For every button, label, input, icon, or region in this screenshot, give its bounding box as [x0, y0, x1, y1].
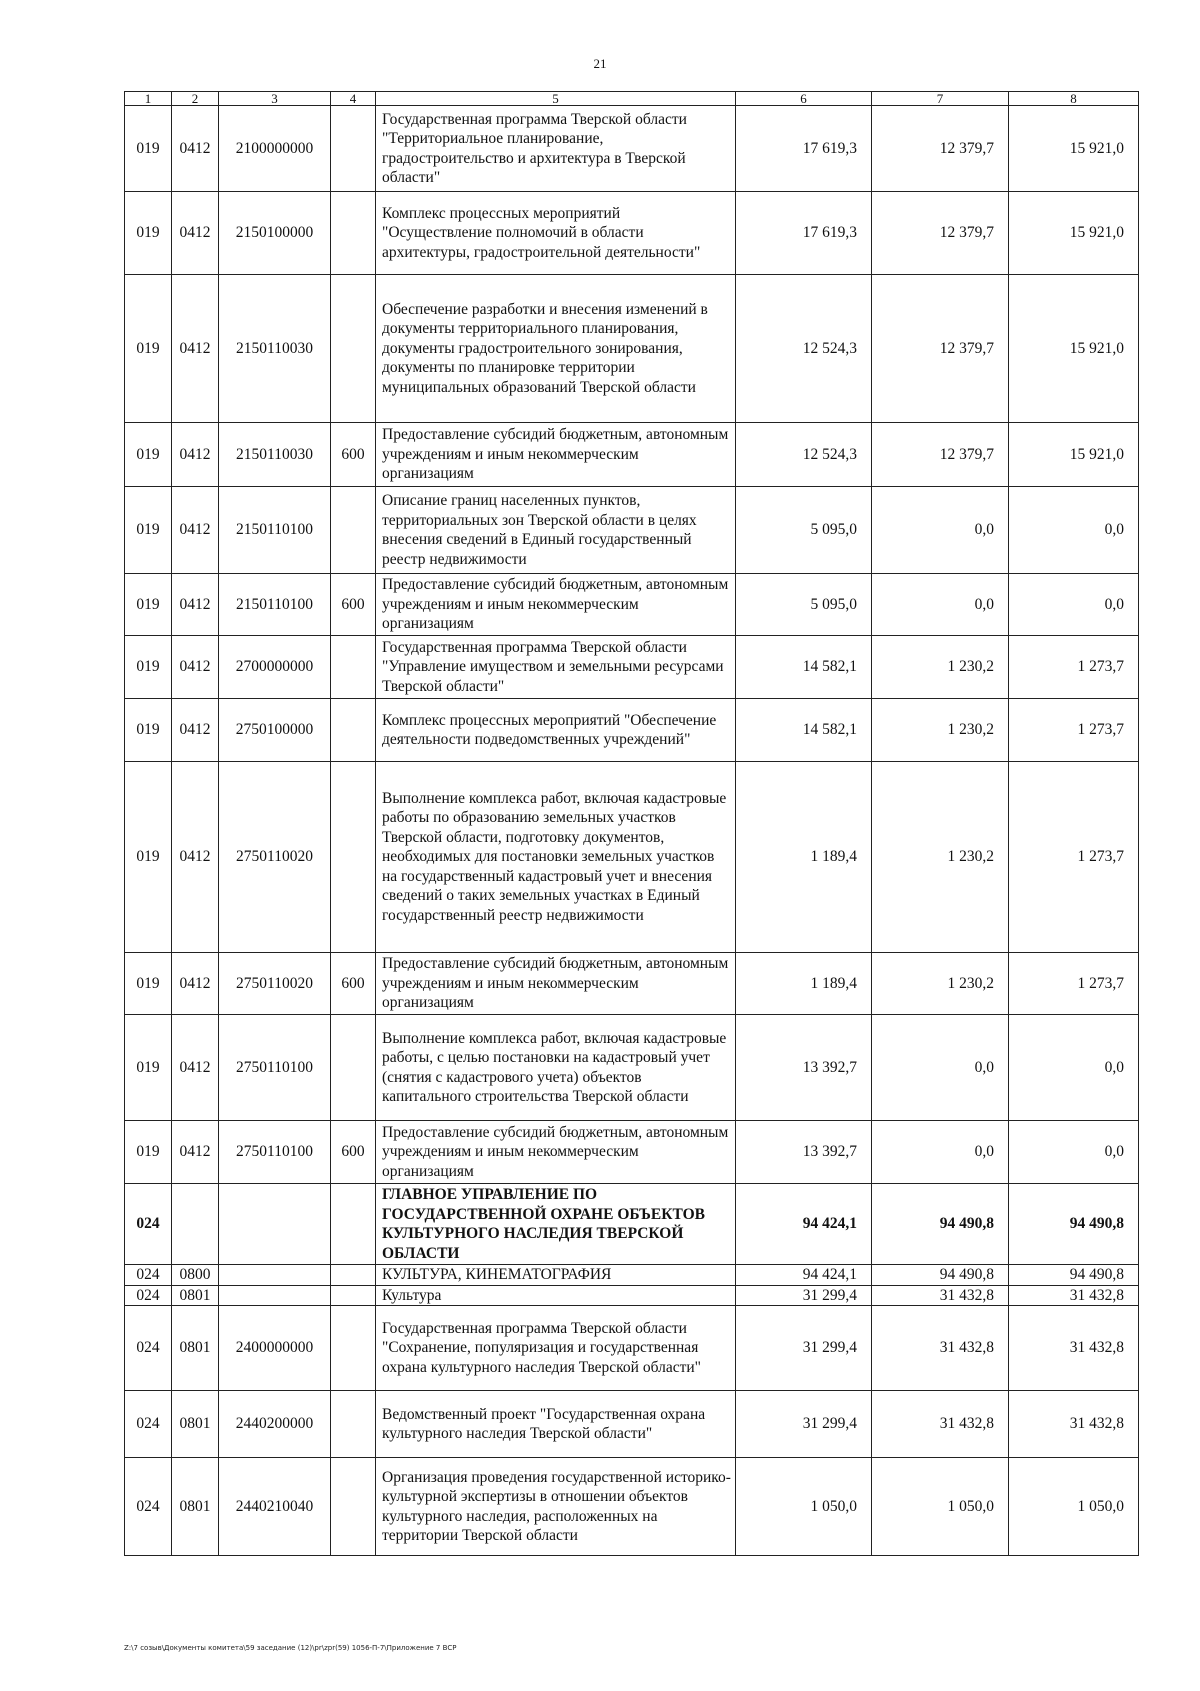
amount-cell: 1 050,0	[872, 1458, 1009, 1556]
target-article-cell: 2150110030	[219, 275, 331, 423]
expense-type-cell	[331, 487, 376, 574]
expense-type-cell: 600	[331, 574, 376, 636]
table-header-row	[125, 92, 1139, 106]
expense-type-cell: 600	[331, 423, 376, 487]
section-code-cell: 0412	[172, 487, 219, 574]
description-cell: Ведомственный проект "Государственная охрана культурного наследия Тверской области"	[376, 1391, 736, 1458]
amount-cell: 12 524,3	[736, 423, 872, 487]
section-code-cell: 0412	[172, 636, 219, 699]
description-cell: Предоставление субсидий бюджетным, автономным учреждениям и иным некоммерческим организациям	[376, 423, 736, 487]
amount-cell: 31 299,4	[736, 1306, 872, 1391]
amount-cell: 31 432,8	[872, 1306, 1009, 1391]
section-code-cell: 0412	[172, 1015, 219, 1121]
amount-cell: 1 189,4	[736, 953, 872, 1015]
expense-type-cell	[331, 1391, 376, 1458]
amount-cell: 15 921,0	[1009, 423, 1139, 487]
expense-type-cell	[331, 699, 376, 762]
table-row	[125, 699, 1139, 762]
table-row	[125, 1458, 1139, 1556]
amount-cell: 12 379,7	[872, 192, 1009, 275]
amount-cell: 1 230,2	[872, 699, 1009, 762]
amount-cell: 0,0	[872, 1015, 1009, 1121]
admin-code-cell: 019	[125, 1121, 172, 1184]
table-row	[125, 953, 1139, 1015]
target-article-cell: 2100000000	[219, 106, 331, 192]
column-header: 7	[872, 92, 1009, 106]
description-cell: Комплекс процессных мероприятий "Обеспечение деятельности подведомственных учреждений"	[376, 699, 736, 762]
expense-type-cell	[331, 762, 376, 953]
section-code-cell: 0412	[172, 106, 219, 192]
amount-cell: 12 379,7	[872, 106, 1009, 192]
section-code-cell: 0412	[172, 574, 219, 636]
column-header: 3	[219, 92, 331, 106]
amount-cell: 31 432,8	[1009, 1306, 1139, 1391]
table-row	[125, 106, 1139, 192]
expense-type-cell: 600	[331, 1121, 376, 1184]
description-cell: Государственная программа Тверской области "Управление имуществом и земельными ресурсами Тверской области"	[376, 636, 736, 699]
section-code-cell: 0412	[172, 423, 219, 487]
description-cell: Выполнение комплекса работ, включая кадастровые работы по образованию земельных участков Тверской области, подготовку документов, необходимых для постановки земельных участков на государственный кадастровый учет и внесения сведений о таких земельных участках в Единый государственный реестр недвижимости	[376, 762, 736, 953]
section-code-cell: 0412	[172, 762, 219, 953]
table-row	[125, 1121, 1139, 1184]
table-row	[125, 1265, 1139, 1286]
amount-cell: 31 299,4	[736, 1391, 872, 1458]
expense-type-cell	[331, 1265, 376, 1286]
table-row	[125, 1184, 1139, 1265]
description-cell: Государственная программа Тверской области "Сохранение, популяризация и государственная охрана культурного наследия Тверской области"	[376, 1306, 736, 1391]
expense-type-cell	[331, 192, 376, 275]
admin-code-cell: 019	[125, 423, 172, 487]
target-article-cell: 2440210040	[219, 1458, 331, 1556]
amount-cell: 17 619,3	[736, 192, 872, 275]
amount-cell: 1 273,7	[1009, 636, 1139, 699]
section-code-cell: 0800	[172, 1265, 219, 1286]
amount-cell: 17 619,3	[736, 106, 872, 192]
amount-cell: 0,0	[872, 1121, 1009, 1184]
amount-cell: 1 230,2	[872, 636, 1009, 699]
description-cell: Предоставление субсидий бюджетным, автономным учреждениям и иным некоммерческим организациям	[376, 1121, 736, 1184]
table-row	[125, 487, 1139, 574]
expense-type-cell	[331, 636, 376, 699]
section-code-cell: 0412	[172, 1121, 219, 1184]
target-article-cell: 2750100000	[219, 699, 331, 762]
section-code-cell: 0801	[172, 1285, 219, 1306]
amount-cell: 5 095,0	[736, 487, 872, 574]
amount-cell: 12 524,3	[736, 275, 872, 423]
amount-cell: 94 490,8	[1009, 1265, 1139, 1286]
description-cell: Обеспечение разработки и внесения изменений в документы территориального планирования, документы градостроительного зонирования, документы по планировке территории муниципальных образований Тверской области	[376, 275, 736, 423]
admin-code-cell: 019	[125, 953, 172, 1015]
expense-type-cell	[331, 1015, 376, 1121]
target-article-cell: 2440200000	[219, 1391, 331, 1458]
table-row	[125, 192, 1139, 275]
admin-code-cell: 024	[125, 1391, 172, 1458]
description-cell: КУЛЬТУРА, КИНЕМАТОГРАФИЯ	[376, 1265, 736, 1286]
admin-code-cell: 019	[125, 574, 172, 636]
description-cell: Описание границ населенных пунктов, территориальных зон Тверской области в целях внесения сведений в Единый государственный реестр недвижимости	[376, 487, 736, 574]
target-article-cell	[219, 1184, 331, 1265]
amount-cell: 1 273,7	[1009, 762, 1139, 953]
expense-type-cell	[331, 1184, 376, 1265]
description-cell: Выполнение комплекса работ, включая кадастровые работы, с целью постановки на кадастровый учет (снятия с кадастрового учета) объектов капитального строительства Тверской области	[376, 1015, 736, 1121]
table-row	[125, 1285, 1139, 1306]
budget-table	[124, 91, 1139, 1556]
table-row	[125, 762, 1139, 953]
target-article-cell: 2750110100	[219, 1015, 331, 1121]
amount-cell: 94 490,8	[872, 1265, 1009, 1286]
table-row	[125, 1391, 1139, 1458]
amount-cell: 94 490,8	[872, 1184, 1009, 1265]
description-cell: Комплекс процессных мероприятий "Осуществление полномочий в области архитектуры, градостроительной деятельности"	[376, 192, 736, 275]
table-row	[125, 275, 1139, 423]
expense-type-cell	[331, 1306, 376, 1391]
admin-code-cell: 019	[125, 192, 172, 275]
amount-cell: 12 379,7	[872, 275, 1009, 423]
target-article-cell: 2750110100	[219, 1121, 331, 1184]
table-row	[125, 423, 1139, 487]
amount-cell: 15 921,0	[1009, 275, 1139, 423]
admin-code-cell: 019	[125, 275, 172, 423]
section-code-cell	[172, 1184, 219, 1265]
expense-type-cell: 600	[331, 953, 376, 1015]
amount-cell: 31 432,8	[872, 1391, 1009, 1458]
column-header: 6	[736, 92, 872, 106]
section-code-cell: 0412	[172, 192, 219, 275]
table-row	[125, 574, 1139, 636]
amount-cell: 0,0	[1009, 487, 1139, 574]
expense-type-cell	[331, 106, 376, 192]
target-article-cell: 2150110100	[219, 487, 331, 574]
target-article-cell: 2700000000	[219, 636, 331, 699]
amount-cell: 1 189,4	[736, 762, 872, 953]
section-code-cell: 0801	[172, 1306, 219, 1391]
expense-type-cell	[331, 1458, 376, 1556]
column-header: 1	[125, 92, 172, 106]
amount-cell: 0,0	[1009, 574, 1139, 636]
target-article-cell: 2400000000	[219, 1306, 331, 1391]
description-cell: Организация проведения государственной историко-культурной экспертизы в отношении объектов культурного наследия, расположенных на территории Тверской области	[376, 1458, 736, 1556]
amount-cell: 5 095,0	[736, 574, 872, 636]
amount-cell: 31 432,8	[872, 1285, 1009, 1306]
target-article-cell: 2150110030	[219, 423, 331, 487]
column-header: 8	[1009, 92, 1139, 106]
admin-code-cell: 024	[125, 1458, 172, 1556]
description-cell: Государственная программа Тверской области "Территориальное планирование, градостроительство и архитектура в Тверской области"	[376, 106, 736, 192]
amount-cell: 94 490,8	[1009, 1184, 1139, 1265]
amount-cell: 31 432,8	[1009, 1391, 1139, 1458]
admin-code-cell: 019	[125, 762, 172, 953]
amount-cell: 14 582,1	[736, 636, 872, 699]
amount-cell: 1 230,2	[872, 953, 1009, 1015]
table-row	[125, 1306, 1139, 1391]
column-header: 4	[331, 92, 376, 106]
amount-cell: 0,0	[1009, 1121, 1139, 1184]
amount-cell: 1 273,7	[1009, 699, 1139, 762]
amount-cell: 0,0	[872, 487, 1009, 574]
amount-cell: 1 273,7	[1009, 953, 1139, 1015]
amount-cell: 31 299,4	[736, 1285, 872, 1306]
expense-type-cell	[331, 1285, 376, 1306]
amount-cell: 0,0	[1009, 1015, 1139, 1121]
admin-code-cell: 019	[125, 106, 172, 192]
admin-code-cell: 019	[125, 636, 172, 699]
column-header: 2	[172, 92, 219, 106]
admin-code-cell: 024	[125, 1306, 172, 1391]
expense-type-cell	[331, 275, 376, 423]
target-article-cell: 2750110020	[219, 953, 331, 1015]
page-number: 21	[593, 56, 607, 71]
target-article-cell: 2150100000	[219, 192, 331, 275]
admin-code-cell: 024	[125, 1265, 172, 1286]
description-cell: Культура	[376, 1285, 736, 1306]
column-header: 5	[376, 92, 736, 106]
description-cell: ГЛАВНОЕ УПРАВЛЕНИЕ ПО ГОСУДАРСТВЕННОЙ ОХРАНЕ ОБЪЕКТОВ КУЛЬТУРНОГО НАСЛЕДИЯ ТВЕРСКОЙ ОБЛАСТИ	[376, 1184, 736, 1265]
admin-code-cell: 019	[125, 1015, 172, 1121]
amount-cell: 13 392,7	[736, 1015, 872, 1121]
table-row	[125, 1015, 1139, 1121]
target-article-cell: 2750110020	[219, 762, 331, 953]
admin-code-cell: 024	[125, 1184, 172, 1265]
admin-code-cell: 024	[125, 1285, 172, 1306]
target-article-cell	[219, 1285, 331, 1306]
description-cell: Предоставление субсидий бюджетным, автономным учреждениям и иным некоммерческим организациям	[376, 574, 736, 636]
section-code-cell: 0801	[172, 1391, 219, 1458]
amount-cell: 12 379,7	[872, 423, 1009, 487]
amount-cell: 94 424,1	[736, 1184, 872, 1265]
amount-cell: 0,0	[872, 574, 1009, 636]
description-cell: Предоставление субсидий бюджетным, автономным учреждениям и иным некоммерческим организациям	[376, 953, 736, 1015]
section-code-cell: 0412	[172, 275, 219, 423]
section-code-cell: 0412	[172, 953, 219, 1015]
footer-file-path: Z:\7 созыв\Документы комитета\59 заседание (12)\pr\zpr(59) 1056-П-7\Приложение 7 ВСР	[124, 1644, 457, 1652]
amount-cell: 94 424,1	[736, 1265, 872, 1286]
admin-code-cell: 019	[125, 699, 172, 762]
section-code-cell: 0801	[172, 1458, 219, 1556]
target-article-cell: 2150110100	[219, 574, 331, 636]
amount-cell: 15 921,0	[1009, 192, 1139, 275]
amount-cell: 31 432,8	[1009, 1285, 1139, 1306]
amount-cell: 1 050,0	[1009, 1458, 1139, 1556]
amount-cell: 14 582,1	[736, 699, 872, 762]
admin-code-cell: 019	[125, 487, 172, 574]
target-article-cell	[219, 1265, 331, 1286]
amount-cell: 1 050,0	[736, 1458, 872, 1556]
section-code-cell: 0412	[172, 699, 219, 762]
amount-cell: 15 921,0	[1009, 106, 1139, 192]
table-row	[125, 636, 1139, 699]
amount-cell: 1 230,2	[872, 762, 1009, 953]
amount-cell: 13 392,7	[736, 1121, 872, 1184]
